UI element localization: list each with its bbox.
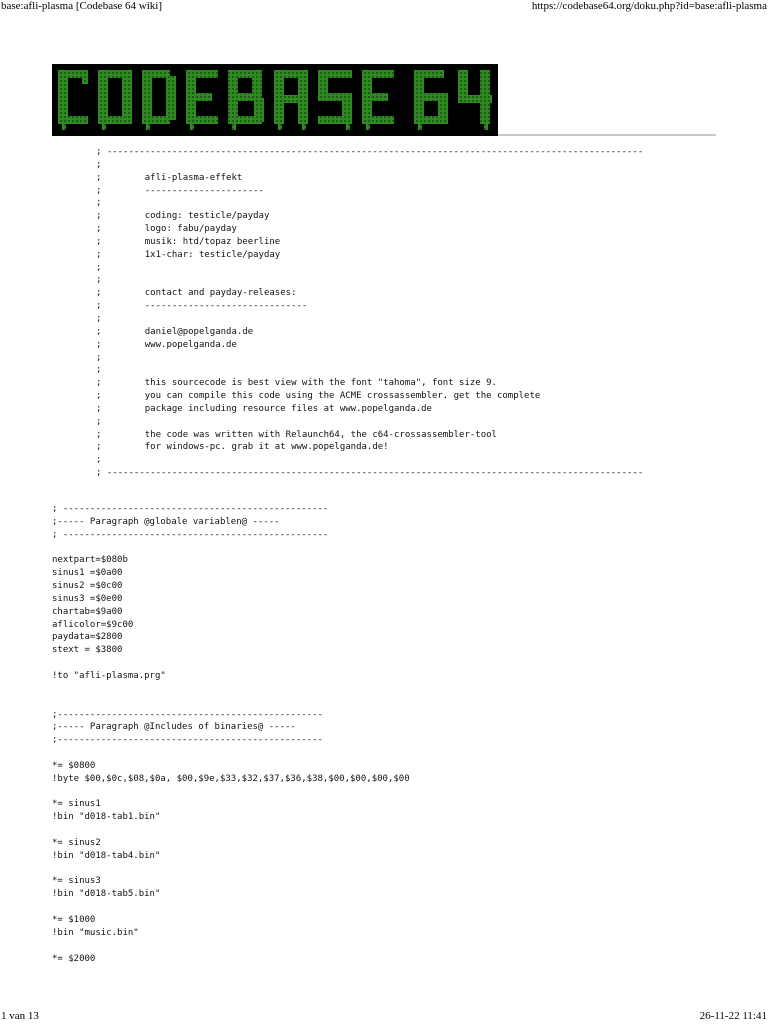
codebase64-logo-graphic: [52, 64, 498, 136]
code-line: *= $0800: [52, 760, 96, 771]
code-line: sinus2 =$0c00: [52, 581, 123, 592]
print-footer-datetime: 26-11-22 11:41: [699, 1010, 767, 1022]
code-line: ;----- Paragraph @Includes of binaries@ -----: [52, 722, 296, 733]
code-line: ;----- Paragraph @globale variablen@ -----: [52, 516, 280, 527]
source-code-block: [52, 503, 410, 965]
header-comment-line: ; ---------------------------------------------------------------------------------------------------: [96, 468, 644, 479]
header-comment-line: ; musik: htd/topaz beerline: [96, 236, 281, 247]
code-line: ;-------------------------------------------------: [52, 709, 323, 720]
header-comment-line: ; logo: fabu/payday: [96, 224, 237, 235]
code-line: *= $2000: [52, 953, 96, 964]
header-comment-line: ; package including resource files at www.popelganda.de: [96, 403, 432, 414]
code-line: aflicolor=$9c00: [52, 619, 134, 630]
header-comment-line: ;: [96, 416, 102, 427]
logo-divider: [498, 134, 716, 136]
header-comment-line: ; for windows-pc. grab it at www.popelganda.de!: [96, 442, 389, 453]
code-line: *= $1000: [52, 915, 96, 925]
code-line: sinus1 =$0a00: [52, 568, 123, 579]
header-comment-line: ;: [96, 352, 102, 363]
code-line: ; -------------------------------------------------: [52, 529, 329, 540]
header-comment-line: ; daniel@popelganda.de: [96, 326, 254, 337]
header-comment-line: ; contact and payday-releases:: [96, 288, 297, 299]
header-comment-line: ;: [96, 365, 102, 376]
header-comment-line: ; the code was written with Relaunch64, the c64-crossassembler-tool: [96, 429, 497, 440]
code-line: !to "afli-plasma.prg": [52, 670, 166, 681]
header-comment-line: ; ------------------------------: [96, 301, 308, 312]
code-line: paydata=$2800: [52, 632, 123, 643]
header-comment-block: [96, 146, 643, 480]
header-comment-line: ; you can compile this code using the ACME crossassembler. get the complete: [96, 391, 541, 402]
header-comment-line: ; ---------------------------------------------------------------------------------------------------: [96, 147, 644, 157]
code-line: nextpart=$080b: [52, 555, 128, 566]
code-line: !bin "d018-tab5.bin": [52, 889, 161, 900]
header-comment-line: ; afli-plasma-effekt: [96, 172, 243, 183]
code-line: ;-------------------------------------------------: [52, 735, 323, 746]
header-comment-line: ; www.popelganda.de: [96, 339, 237, 350]
print-header-title: base:afli-plasma [Codebase 64 wiki]: [1, 0, 162, 12]
code-line: *= sinus3: [52, 876, 101, 887]
code-line: !byte $00,$0c,$08,$0a, $00,$9e,$33,$32,$37,$36,$38,$00,$00,$00,$00: [52, 773, 410, 784]
code-line: stext = $3800: [52, 645, 123, 656]
print-footer-page: 1 van 13: [1, 1010, 39, 1022]
header-comment-line: ; coding: testicle/payday: [96, 211, 270, 222]
header-comment-line: ;: [96, 159, 102, 170]
codebase64-logo[interactable]: [52, 64, 498, 136]
code-line: sinus3 =$0e00: [52, 593, 123, 604]
header-comment-line: ;: [96, 313, 102, 324]
header-comment-line: ; ----------------------: [96, 185, 264, 196]
header-comment-line: ; this sourcecode is best view with the font "tahoma", font size 9.: [96, 378, 497, 389]
code-line: *= sinus1: [52, 799, 101, 810]
code-line: ; -------------------------------------------------: [52, 504, 329, 514]
header-comment-line: ; 1x1-char: testicle/payday: [96, 249, 281, 260]
header-comment-line: ;: [96, 455, 102, 466]
code-line: !bin "music.bin": [52, 927, 139, 938]
code-line: *= sinus2: [52, 837, 101, 848]
code-line: !bin "d018-tab4.bin": [52, 850, 161, 861]
code-line: chartab=$9a00: [52, 606, 123, 617]
header-comment-line: ;: [96, 275, 102, 286]
print-header-url: https://codebase64.org/doku.php?id=base:afli-plasma: [531, 0, 767, 12]
code-line: !bin "d018-tab1.bin": [52, 812, 161, 823]
header-comment-line: ;: [96, 198, 102, 209]
header-comment-line: ;: [96, 262, 102, 273]
